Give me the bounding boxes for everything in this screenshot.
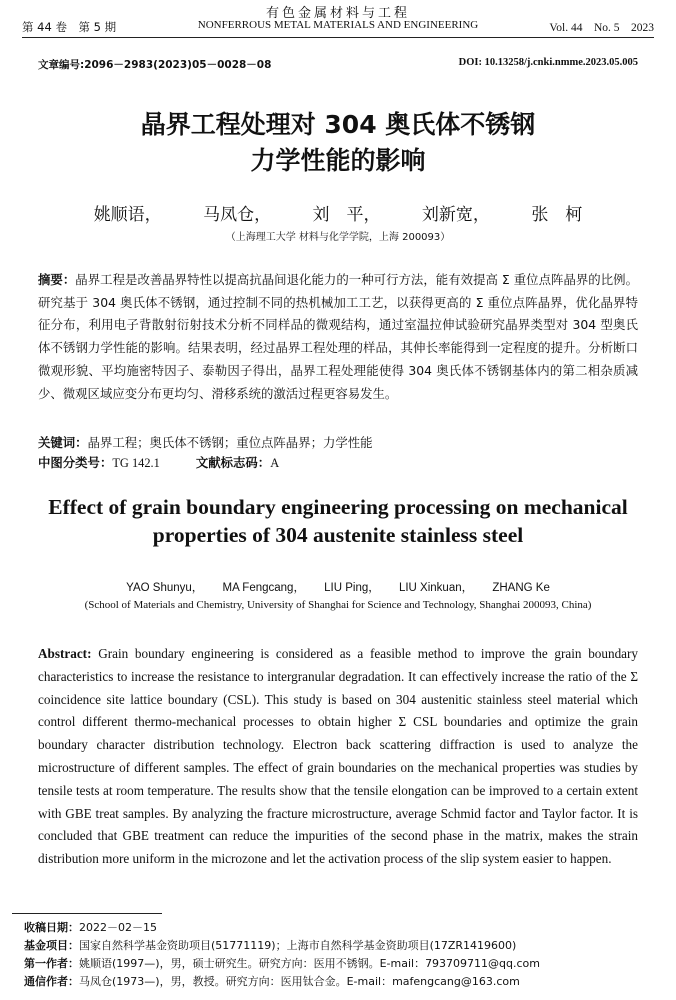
running-header-journal-cn: 有色金属材料与工程 [265, 6, 410, 21]
document-code-label: 文献标志码： [195, 455, 271, 470]
title-en-line1: Effect of grain boundary engineering processing on mechanical [48, 495, 628, 519]
footnote-label: 基金项目： [24, 939, 79, 952]
footnote-label: 第一作者： [24, 957, 79, 970]
title-cn-line2: 力学性能的影响 [250, 146, 426, 175]
abstract-en-text: Grain boundary engineering is considered as a feasible method to improve the grain boundary characteristics to increase the resistance to intergranular degradation. It can effectively increase the ratio of the Σ coincidence site lattice boundary (CSL). This study is based on 304 austenitic stainless steel material which control different thermo-mechanical processes to obtain higher Σ CSL boundaries and optimize the grain boundary character distribution technology. Electron back scattering diffraction is used to analyze the microstructure of different samples. The effect of grain boundaries on the mechanical properties was studies by tensile tests at room temperature. The results show that the tensile elongation can be improved to a certain extent with GBE treat samples. By analyzing the fracture microstructure, average Schmid factor and Taylor factor. It is concluded that GBE treatment can reduce the impurities of the second phase in the matrix, makes the strain distribution more uniform in the microzone and let the activation process of the slip system easier to happen. [38, 646, 639, 867]
abstract-cn [38, 269, 638, 405]
clc-value: TG 142.1 [112, 456, 160, 470]
header-rule [22, 37, 654, 38]
author-cn: 刘新宽， [421, 205, 490, 225]
clc-label: 中图分类号： [38, 455, 113, 470]
article-meta [38, 57, 638, 71]
running-header-journal-en: NONFERROUS METAL MATERIALS AND ENGINEERING [197, 19, 479, 31]
abstract-cn-text: 晶界工程是改善晶界特性以提高抗晶间退化能力的一种可行方法，能有效提高 Σ 重位点阵晶界的比例。研究基于 304 奥氏体不锈钢，通过控制不同的热机械加工工艺，以获得更高的 Σ 重位点阵晶界，优化晶界特征分布，利用电子背散射衍射技术分析不同样品的微观结构，通过室温拉伸试验研究晶界类型对 304 型奥氏体不锈钢力学性能的影响。结果表明，经过晶界工程处理的样品，其伸长率能得到一定程度的提升。分析断口微观形貌、平均施密特因子、泰勒因子得出，晶界工程处理能使得 304 奥氏体不锈钢基体内的第二相杂质减少、微观区域应变分布更均匀、滑移系统的激活过程更容易发生。 [38, 272, 638, 401]
abstract-en [38, 643, 638, 871]
abstract-en-label: Abstract: [38, 646, 92, 661]
footnote-label: 收稿日期： [24, 921, 79, 934]
footnote-first-author [24, 957, 652, 971]
affiliation-cn: （上海理工大学 材料与化学学院，上海 200093） [225, 232, 451, 243]
author-cn: 张 柯 [531, 205, 583, 225]
authors-en [30, 579, 646, 595]
doi[interactable]: DOI: 10.13258/j.cnki.nmme.2023.05.005 [458, 57, 638, 68]
title-cn-line1: 晶界工程处理对 304 奥氏体不锈钢 [140, 110, 536, 139]
keywords-cn-label: 关键词： [38, 435, 88, 450]
affiliation-en: (School of Materials and Chemistry, University of Shanghai for Science and Technology, Shanghai 200093, China) [84, 599, 592, 611]
running-header-volume-en: Vol. 44 No. 5 2023 [549, 22, 654, 34]
title-en [30, 493, 646, 549]
footnote-text: 姚顺语(1997—)，男，硕士研究生。研究方向：医用不锈钢。E-mail：793709711@qq.com [79, 957, 541, 970]
author-en: LIU Xinkuan， [398, 582, 474, 594]
footnote-received [24, 921, 652, 935]
footnote-text: 马凤仓(1973—)，男，教授。研究方向：医用钛合金。E-mail：mafengcang@163.com [79, 975, 520, 988]
article-number: 文章编号:2096－2983(2023)05－0028－08 [38, 59, 272, 71]
footnote-funding [24, 939, 652, 953]
author-cn: 姚顺语， [93, 205, 162, 225]
author-en: MA Fengcang， [222, 582, 305, 594]
running-header [22, 19, 654, 35]
footnote-label: 通信作者： [24, 975, 79, 988]
footnote-rule [12, 913, 162, 914]
keywords-cn-text: 晶界工程；奥氏体不锈钢；重位点阵晶界；力学性能 [87, 435, 373, 450]
title-en-line2: properties of 304 austenite stainless steel [152, 523, 524, 547]
footnote-text: 国家自然科学基金资助项目(51771119)；上海市自然科学基金资助项目(17ZR1419600) [79, 939, 517, 952]
author-en: LIU Ping， [324, 582, 380, 594]
authors-cn [40, 200, 636, 225]
title-cn [40, 107, 636, 179]
footnote-text: 2022－02－15 [79, 921, 157, 934]
keywords-cn [38, 434, 638, 452]
running-header-volume-cn: 第 44 卷 第 5 期 [22, 20, 117, 34]
classification [38, 454, 638, 472]
footnote-corresponding-author [24, 975, 652, 989]
author-en: YAO Shunyu， [126, 582, 204, 594]
author-cn: 马凤仓， [203, 205, 272, 225]
document-code-value: A [270, 456, 280, 470]
abstract-cn-label: 摘要： [38, 272, 76, 287]
author-cn: 刘 平， [312, 205, 381, 225]
author-en: ZHANG Ke [492, 582, 550, 594]
